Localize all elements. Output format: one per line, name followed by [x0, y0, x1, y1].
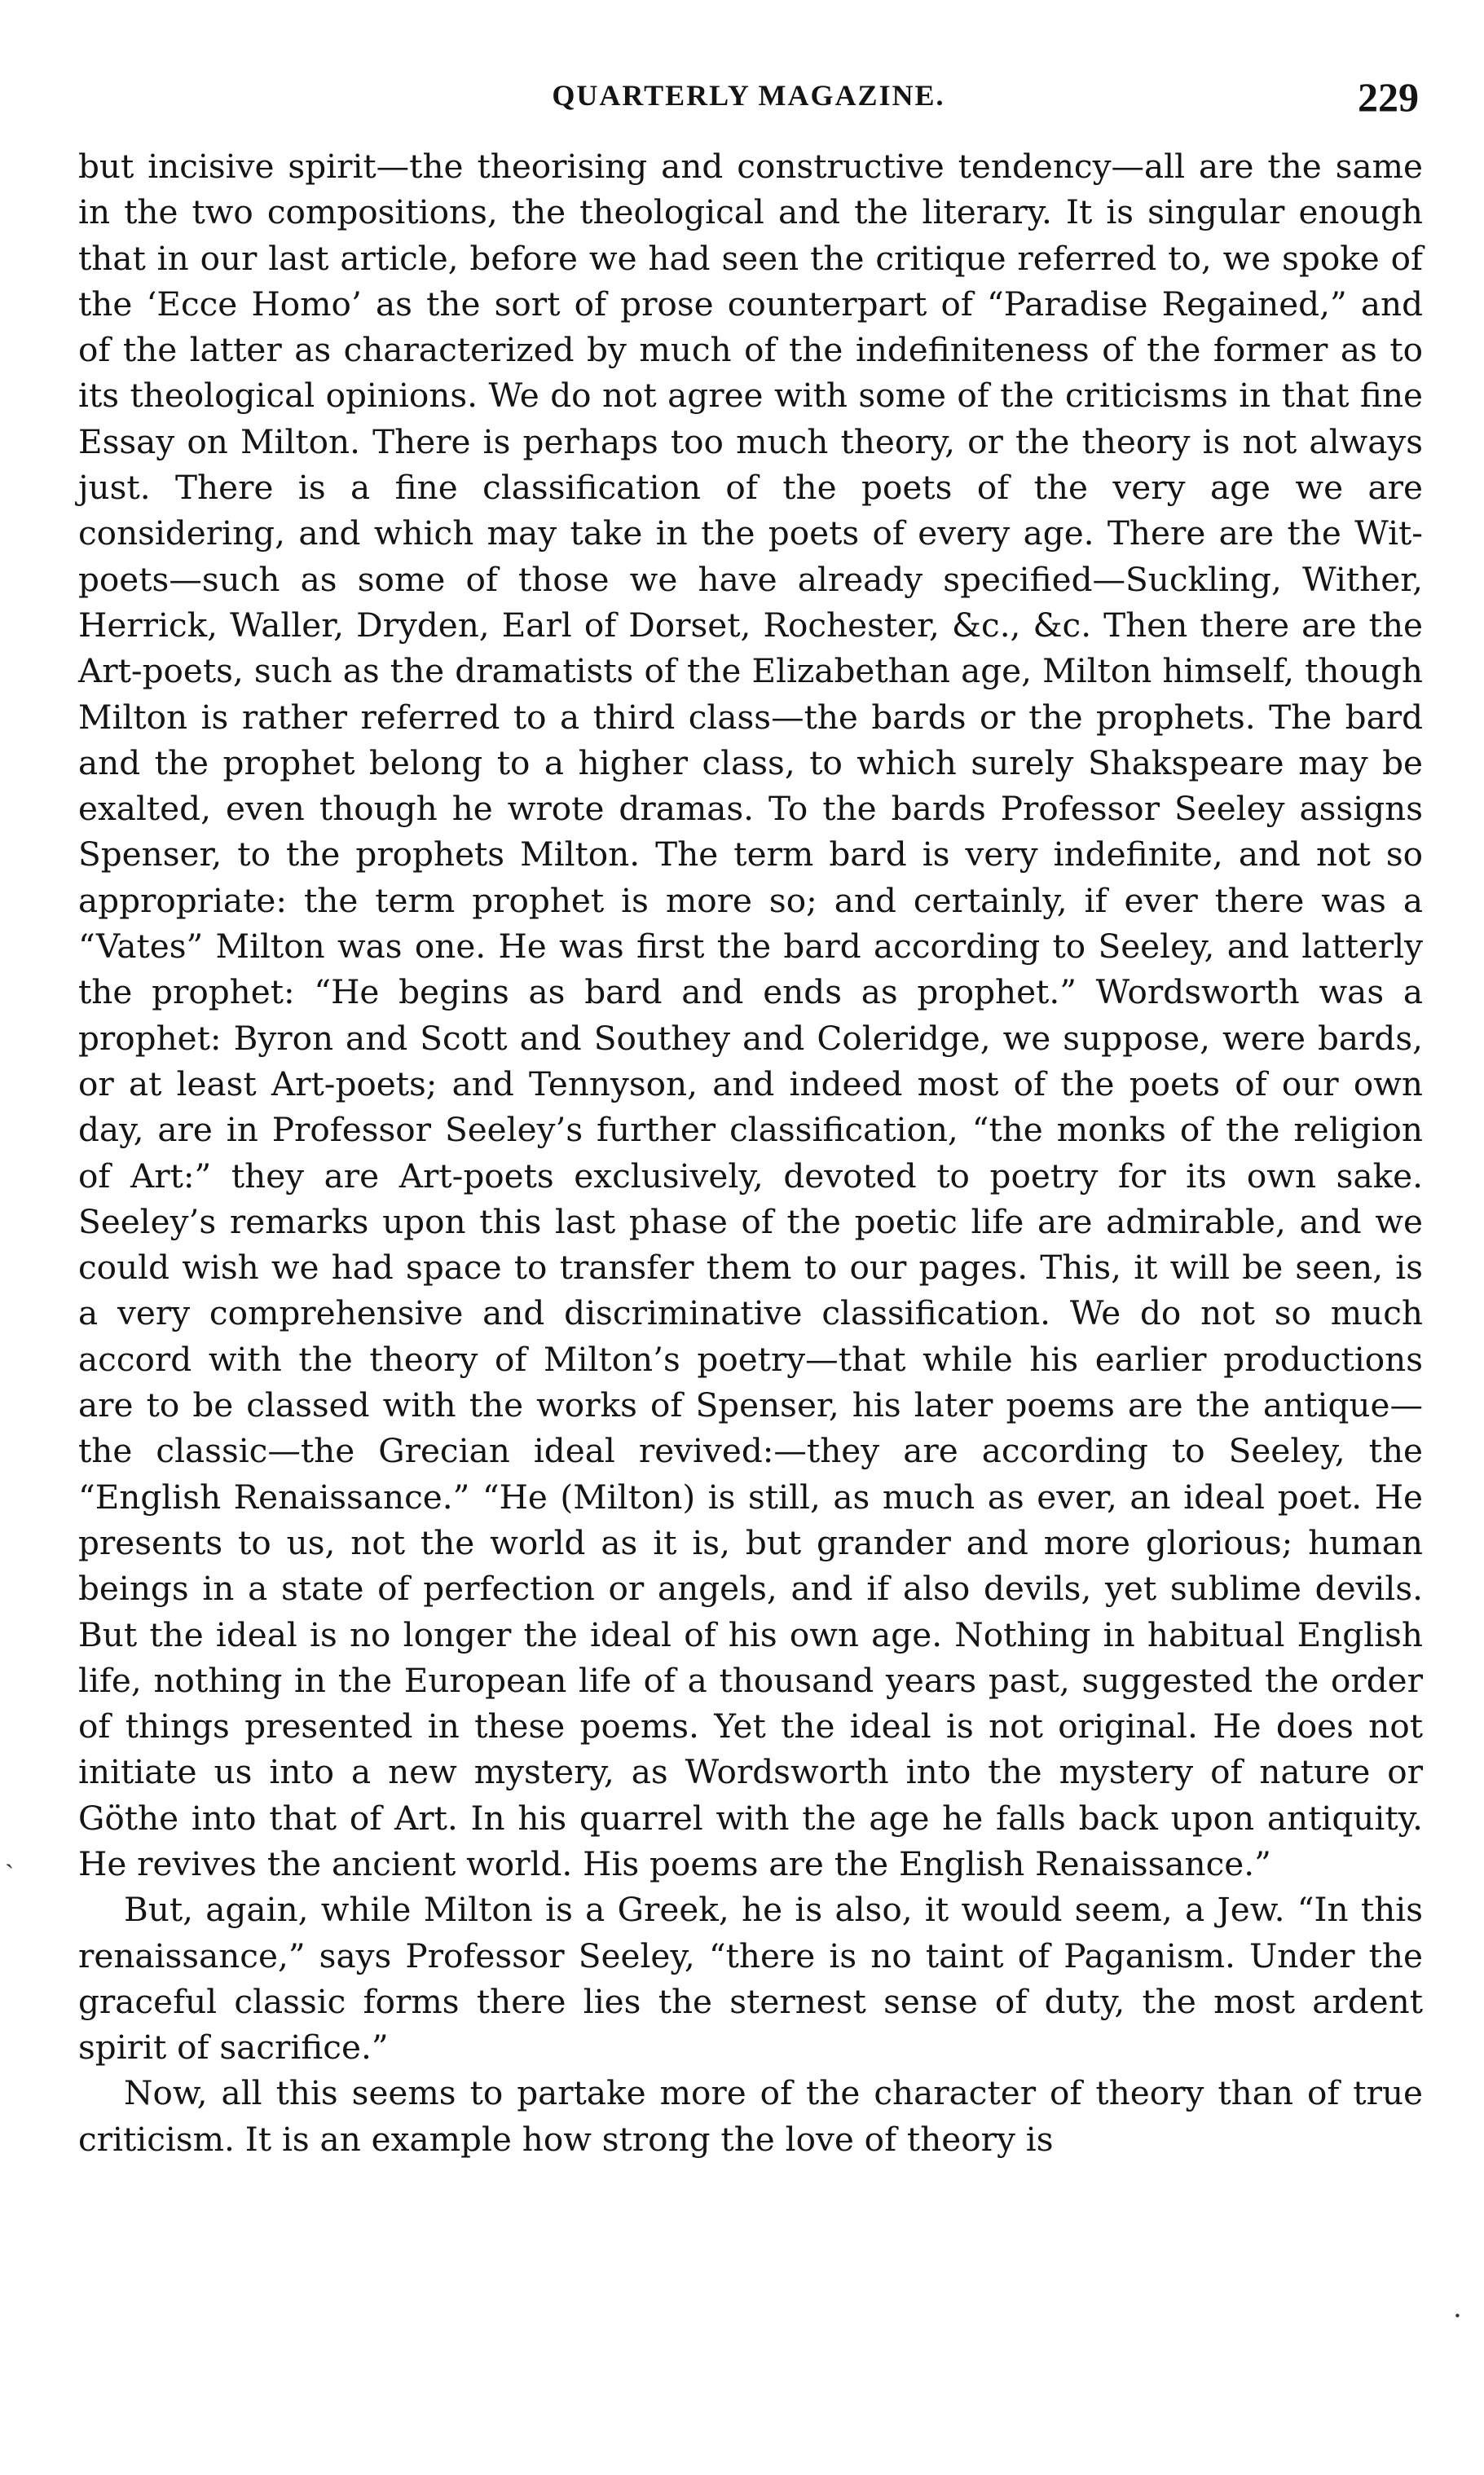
page-number: 229 [1358, 74, 1419, 120]
running-title: QUARTERLY MAGAZINE. [552, 79, 945, 112]
margin-mark-left: ˎ [5, 1837, 15, 1869]
paragraph-continued: but incisive spirit—the theorising and constructive tendency—all are the same in the two compositions, the theological and the literary. It is singular enough that in our last article, before we had seen the critique referred to, we spoke of the ‘Ecce Homo’ as the sort of prose counterpart of “Paradise Regained,” and of the latter as characterized by much of the indefiniteness of the former as to its theological opinions. We do not agree with some of the criticisms in that fine Essay on Milton. There is perhaps too much theory, or the theory is not always just. There is a fine classification of the poets of the very age we are considering, and which may take in the poets of every age. There are the Wit-poets—such as some of those we have already specified—Suckling, Wither, Herrick, Waller, Dryden, Earl of Dorset, Rochester, &c., &c. Then there are the Art-poets, such as the dramatists of the Elizabethan age, Milton himself, though Milton is rather referred to a third class—the bards or the prophets. The bard and the prophet belong to a higher class, to which surely Shakspeare may be exalted, even though he wrote dramas. To the bards Professor Seeley assigns Spenser, to the prophets Milton. The term bard is very indefinite, and not so appropriate: the term prophet is more so; and certainly, if ever there was a “Vates” Milton was one. He was first the bard according to Seeley, and latterly the prophet: “He begins as bard and ends as prophet.” Wordsworth was a prophet: Byron and Scott and Southey and Coleridge, we suppose, were bards, or at least Art-poets; and Tennyson, and indeed most of the poets of our own day, are in Professor Seeley’s further classification, “the monks of the religion of Art:” they are Art-poets exclusively, devoted to poetry for its own sake. Seeley’s remarks upon this last phase of the poetic life are admirable, and we could wish we had space to transfer them to our pages. This, it will be seen, is a very comprehensive and discriminative classification. We do not so much accord with the theory of Milton’s poetry—that while his earlier productions are to be classed with the works of Spenser, his later poems are the antique—the classic—the Grecian ideal revived:—they are according to Seeley, the “English Renaissance.” “He (Milton) is still, as much as ever, an ideal poet. He presents to us, not the world as it is, but grander and more glorious; human beings in a state of perfection or angels, and if also devils, yet sublime devils. But the ideal is no longer the ideal of his own age. Nothing in habitual English life, nothing in the European life of a thousand years past, suggested the order of things presented in these poems. Yet the ideal is not original. He does not initiate us into a new mystery, as Wordsworth into the mystery of nature or Göthe into that of Art. In his quarrel with the age he falls back upon antiquity. He revives the ancient world. His poems are the English Renaissance.” [78, 147, 1423, 1883]
paragraph-milton-jew: But, again, while Milton is a Greek, he is also, it would seem, a Jew. “In this renaissance,” says Professor Seeley, “there is no taint of Paganism. Under the graceful classic forms there lies the sternest sense of duty, the most ardent spirit of sacrifice.” [78, 1890, 1423, 2068]
running-head [78, 73, 1419, 130]
body-text [78, 143, 1423, 2162]
margin-mark-right: . [1453, 2292, 1462, 2324]
paragraph-theory: Now, all this seems to partake more of the character of theory than of true criticism. It is an example how strong the love of theory is [78, 2073, 1423, 2159]
